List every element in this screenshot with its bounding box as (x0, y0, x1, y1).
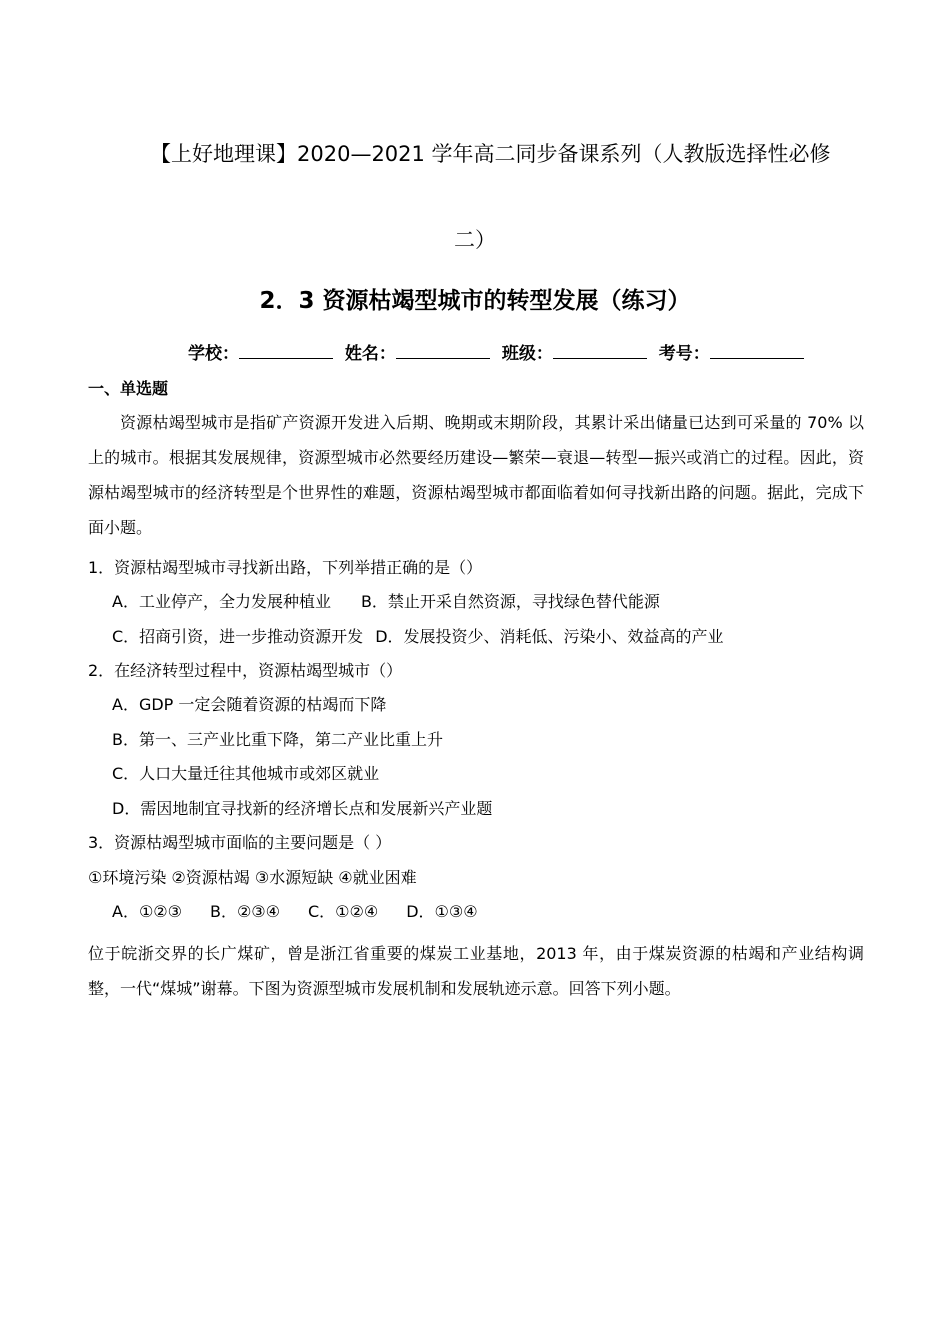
passage-1: 资源枯竭型城市是指矿产资源开发进入后期、晚期或末期阶段，其累计采出储量已达到可采量的 70% 以上的城市。根据其发展规律，资源型城市必然要经历建设—繁荣—衰退—转型—振兴或消亡的过程。因此，资源枯竭型城市的经济转型是个世界性的难题，资源枯竭型城市都面临着如何寻找新出路的问题。据此，完成下面小题。 (88, 413, 864, 537)
question-3-note: ①环境污染 ②资源枯竭 ③水源短缺 ④就业困难 (88, 868, 417, 887)
student-info-row (188, 340, 810, 367)
name-blank[interactable] (396, 340, 490, 359)
q1-option-d[interactable]: D．发展投资少、消耗低、污染小、效益高的产业 (375, 627, 724, 646)
document-title-line2: 二） (454, 228, 496, 252)
question-1-stem: 1．资源枯竭型城市寻找新出路，下列举措正确的是（） (88, 558, 483, 577)
q1-option-a[interactable]: A．工业停产，全力发展种植业 (112, 592, 331, 611)
lesson-subtitle: 2．3 资源枯竭型城市的转型发展（练习） (259, 288, 691, 314)
q3-option-a[interactable]: A．①②③ (112, 902, 182, 921)
q1-option-c[interactable]: C．招商引资，进一步推动资源开发 (112, 627, 364, 646)
exam-no-label: 考号： (658, 344, 710, 364)
school-blank[interactable] (239, 340, 333, 359)
question-3-options (112, 899, 506, 925)
question-3-stem: 3．资源枯竭型城市面临的主要问题是（ ） (88, 833, 392, 852)
q2-option-a[interactable]: A．GDP 一定会随着资源的枯竭而下降 (112, 695, 387, 714)
q3-option-c[interactable]: C．①②④ (308, 902, 379, 921)
q1-option-b[interactable]: B．禁止开采自然资源，寻找绿色替代能源 (360, 592, 660, 611)
class-label: 班级： (501, 344, 553, 364)
class-blank[interactable] (553, 340, 647, 359)
section-heading: 一、单选题 (88, 379, 169, 398)
question-1-options-cd (112, 624, 724, 650)
school-label: 学校： (188, 344, 239, 364)
document-title-line1: 【上好地理课】2020—2021 学年高二同步备课系列（人教版选择性必修 (150, 142, 831, 166)
q3-option-b[interactable]: B．②③④ (209, 902, 280, 921)
q2-option-c[interactable]: C．人口大量迁往其他城市或郊区就业 (112, 764, 380, 783)
question-2-stem: 2．在经济转型过程中，资源枯竭型城市（） (88, 661, 403, 680)
question-1-options-ab (112, 589, 660, 615)
name-label: 姓名： (344, 344, 396, 364)
q2-option-b[interactable]: B．第一、三产业比重下降，第二产业比重上升 (112, 730, 443, 749)
q3-option-d[interactable]: D．①③④ (406, 902, 478, 921)
passage-2: 位于皖浙交界的长广煤矿，曾是浙江省重要的煤炭工业基地，2013 年，由于煤炭资源的枯竭和产业结构调整，一代“煤城”谢幕。下图为资源型城市发展机制和发展轨迹示意。回答下列小题。 (88, 944, 864, 998)
q2-option-d[interactable]: D．需因地制宜寻找新的经济增长点和发展新兴产业题 (112, 799, 493, 818)
exam-no-blank[interactable] (710, 340, 804, 359)
